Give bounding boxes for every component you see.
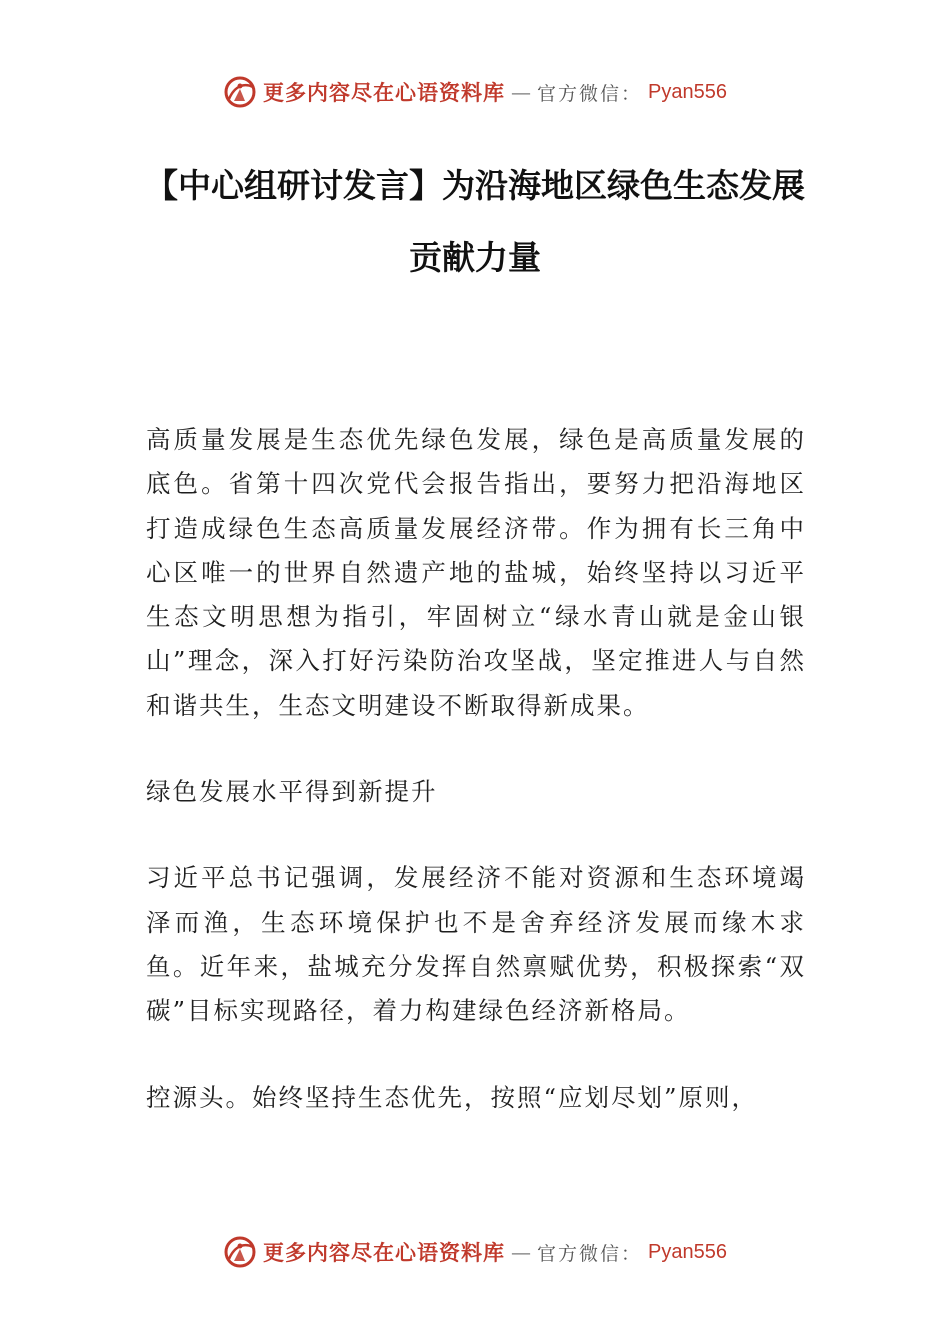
footer-wechat-id: Pyan556 bbox=[648, 1240, 727, 1263]
header-separator: — bbox=[511, 80, 531, 104]
header-wechat-label: 官方微信： bbox=[537, 82, 643, 105]
paragraph-intro: 高质量发展是生态优先绿色发展，绿色是高质量发展的底色。省第十四次党代会报告指出，要努力把沿海地区打造成绿色生态高质量发展经济带。作为拥有长三角中心区唯一的世界自然遗产地的盐城，始终坚持以习近平生态文明思想为指引，牢固树立“绿水青山就是金山银山”理念，深入打好污染防治攻坚战，坚定推进人与自然和谐共生，生态文明建设不断取得新成果。 bbox=[146, 425, 806, 720]
footer-wechat-label: 官方微信： bbox=[537, 1242, 643, 1265]
footer-brand-text: 更多内容尽在心语资料库 bbox=[263, 1240, 505, 1265]
paragraph-green-economy: 习近平总书记强调，发展经济不能对资源和生态环境竭泽而渔，生态环境保护也不是舍弃经济发展而缘木求鱼。近年来，盐城充分发挥自然禀赋优势，积极探索“双碳”目标实现路径，着力构建绿色经济新格局。 bbox=[146, 863, 806, 1026]
header-watermark-banner bbox=[0, 72, 950, 112]
header-brand-text: 更多内容尽在心语资料库 bbox=[263, 80, 505, 105]
footer-watermark-banner bbox=[0, 1232, 950, 1272]
document-body bbox=[146, 418, 806, 1162]
brand-logo-icon bbox=[223, 75, 257, 109]
section-heading: 绿色发展水平得到新提升 bbox=[146, 777, 438, 807]
header-wechat-id: Pyan556 bbox=[648, 80, 727, 103]
brand-logo-icon bbox=[223, 1235, 257, 1269]
paragraph-source-control: 控源头。始终坚持生态优先，按照“应划尽划”原则， bbox=[146, 1082, 759, 1112]
document-title: 【中心组研讨发言】为沿海地区绿色生态发展贡献力量 bbox=[145, 166, 805, 277]
footer-separator: — bbox=[511, 1240, 531, 1264]
